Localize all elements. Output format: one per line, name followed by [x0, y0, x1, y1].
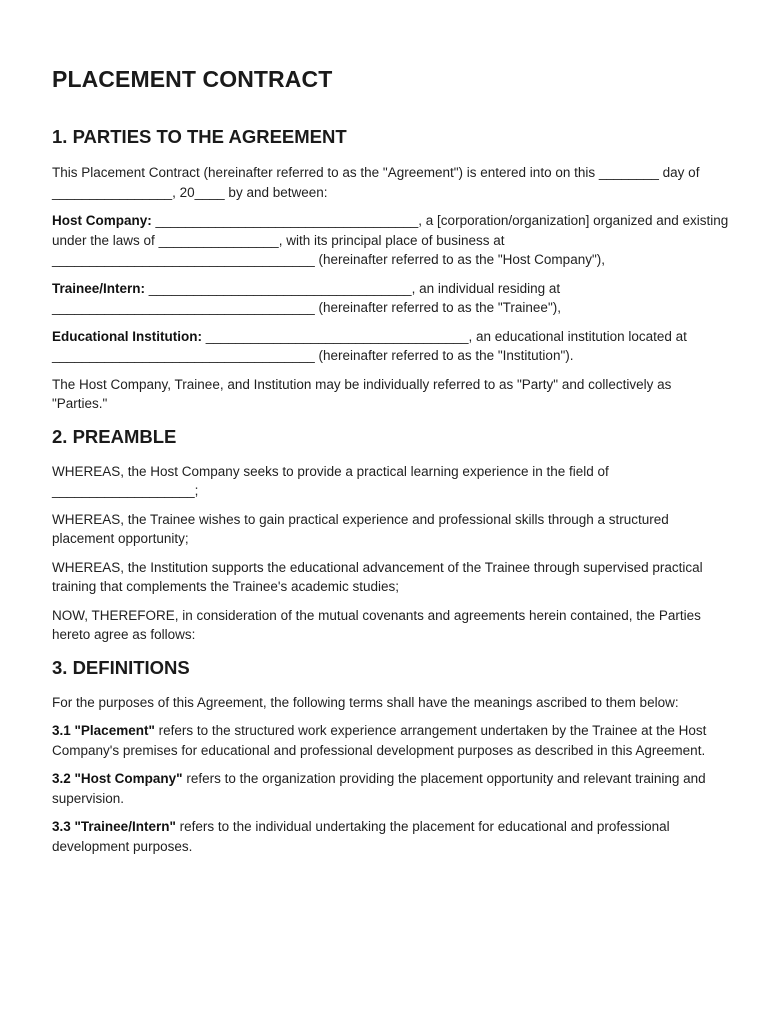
trainee-label: Trainee/Intern: — [52, 280, 146, 296]
host-company-text: ___________________________________, a [corporation/organization] organized and existing under the laws of ________________, with its principal place of business at ___________________________________ (hereinafter referred to as the "Host Company"), — [52, 213, 729, 267]
section-heading-definitions: 3. DEFINITIONS — [52, 656, 190, 678]
definition-text: refers to the individual undertaking the placement for educational and professional development purposes. — [52, 819, 670, 854]
definitions-intro-paragraph: For the purposes of this Agreement, the following terms shall have the meanings ascribed to them below: — [52, 694, 679, 710]
definition-text: refers to the organization providing the placement opportunity and relevant training and supervision. — [52, 771, 706, 806]
definition-item — [52, 817, 730, 856]
definition-term: 3.2 "Host Company" — [52, 771, 183, 786]
parties-intro-paragraph: This Placement Contract (hereinafter referred to as the "Agreement") is entered into on this ________ day of ________________, 20____ by and between: — [52, 165, 700, 200]
preamble-paragraph: WHEREAS, the Institution supports the educational advancement of the Trainee through supervised practical training that complements the Trainee's academic studies; — [52, 559, 703, 594]
preamble-paragraph: WHEREAS, the Host Company seeks to provide a practical learning experience in the field of ___________________; — [52, 463, 609, 498]
parties-closing-paragraph: The Host Company, Trainee, and Institution may be individually referred to as "Party" and collectively as "Parties." — [52, 376, 672, 411]
section-heading-preamble: 2. PREAMBLE — [52, 425, 177, 447]
section-parties — [52, 126, 730, 414]
definition-item — [52, 721, 730, 760]
section-heading-parties: 1. PARTIES TO THE AGREEMENT — [52, 126, 347, 147]
preamble-paragraph: NOW, THEREFORE, in consideration of the mutual covenants and agreements herein contained, the Parties hereto agree as follows: — [52, 607, 701, 642]
host-company-paragraph — [52, 211, 730, 270]
institution-text: ___________________________________, an educational institution located at ___________________________________ (hereinafter referred to as the "Institution"). — [52, 328, 687, 363]
definition-text: refers to the structured work experience arrangement undertaken by the Trainee at the Host Company's premises for educational and professional development purposes as described in this Agreement. — [52, 723, 707, 758]
definition-term: 3.3 "Trainee/Intern" — [52, 819, 176, 834]
definition-item — [52, 769, 730, 808]
institution-label: Educational Institution: — [52, 328, 202, 344]
trainee-paragraph — [52, 279, 730, 318]
section-definitions — [52, 657, 730, 857]
trainee-text: ___________________________________, an individual residing at ___________________________________ (hereinafter referred to as the "Trainee"), — [52, 280, 561, 315]
preamble-paragraph: WHEREAS, the Trainee wishes to gain practical experience and professional skills through a structured placement opportunity; — [52, 511, 669, 546]
definition-term: 3.1 "Placement" — [52, 723, 155, 738]
institution-paragraph — [52, 327, 730, 366]
section-preamble — [52, 426, 730, 645]
document-title: PLACEMENT CONTRACT — [52, 66, 333, 92]
host-company-label: Host Company: — [52, 213, 152, 228]
